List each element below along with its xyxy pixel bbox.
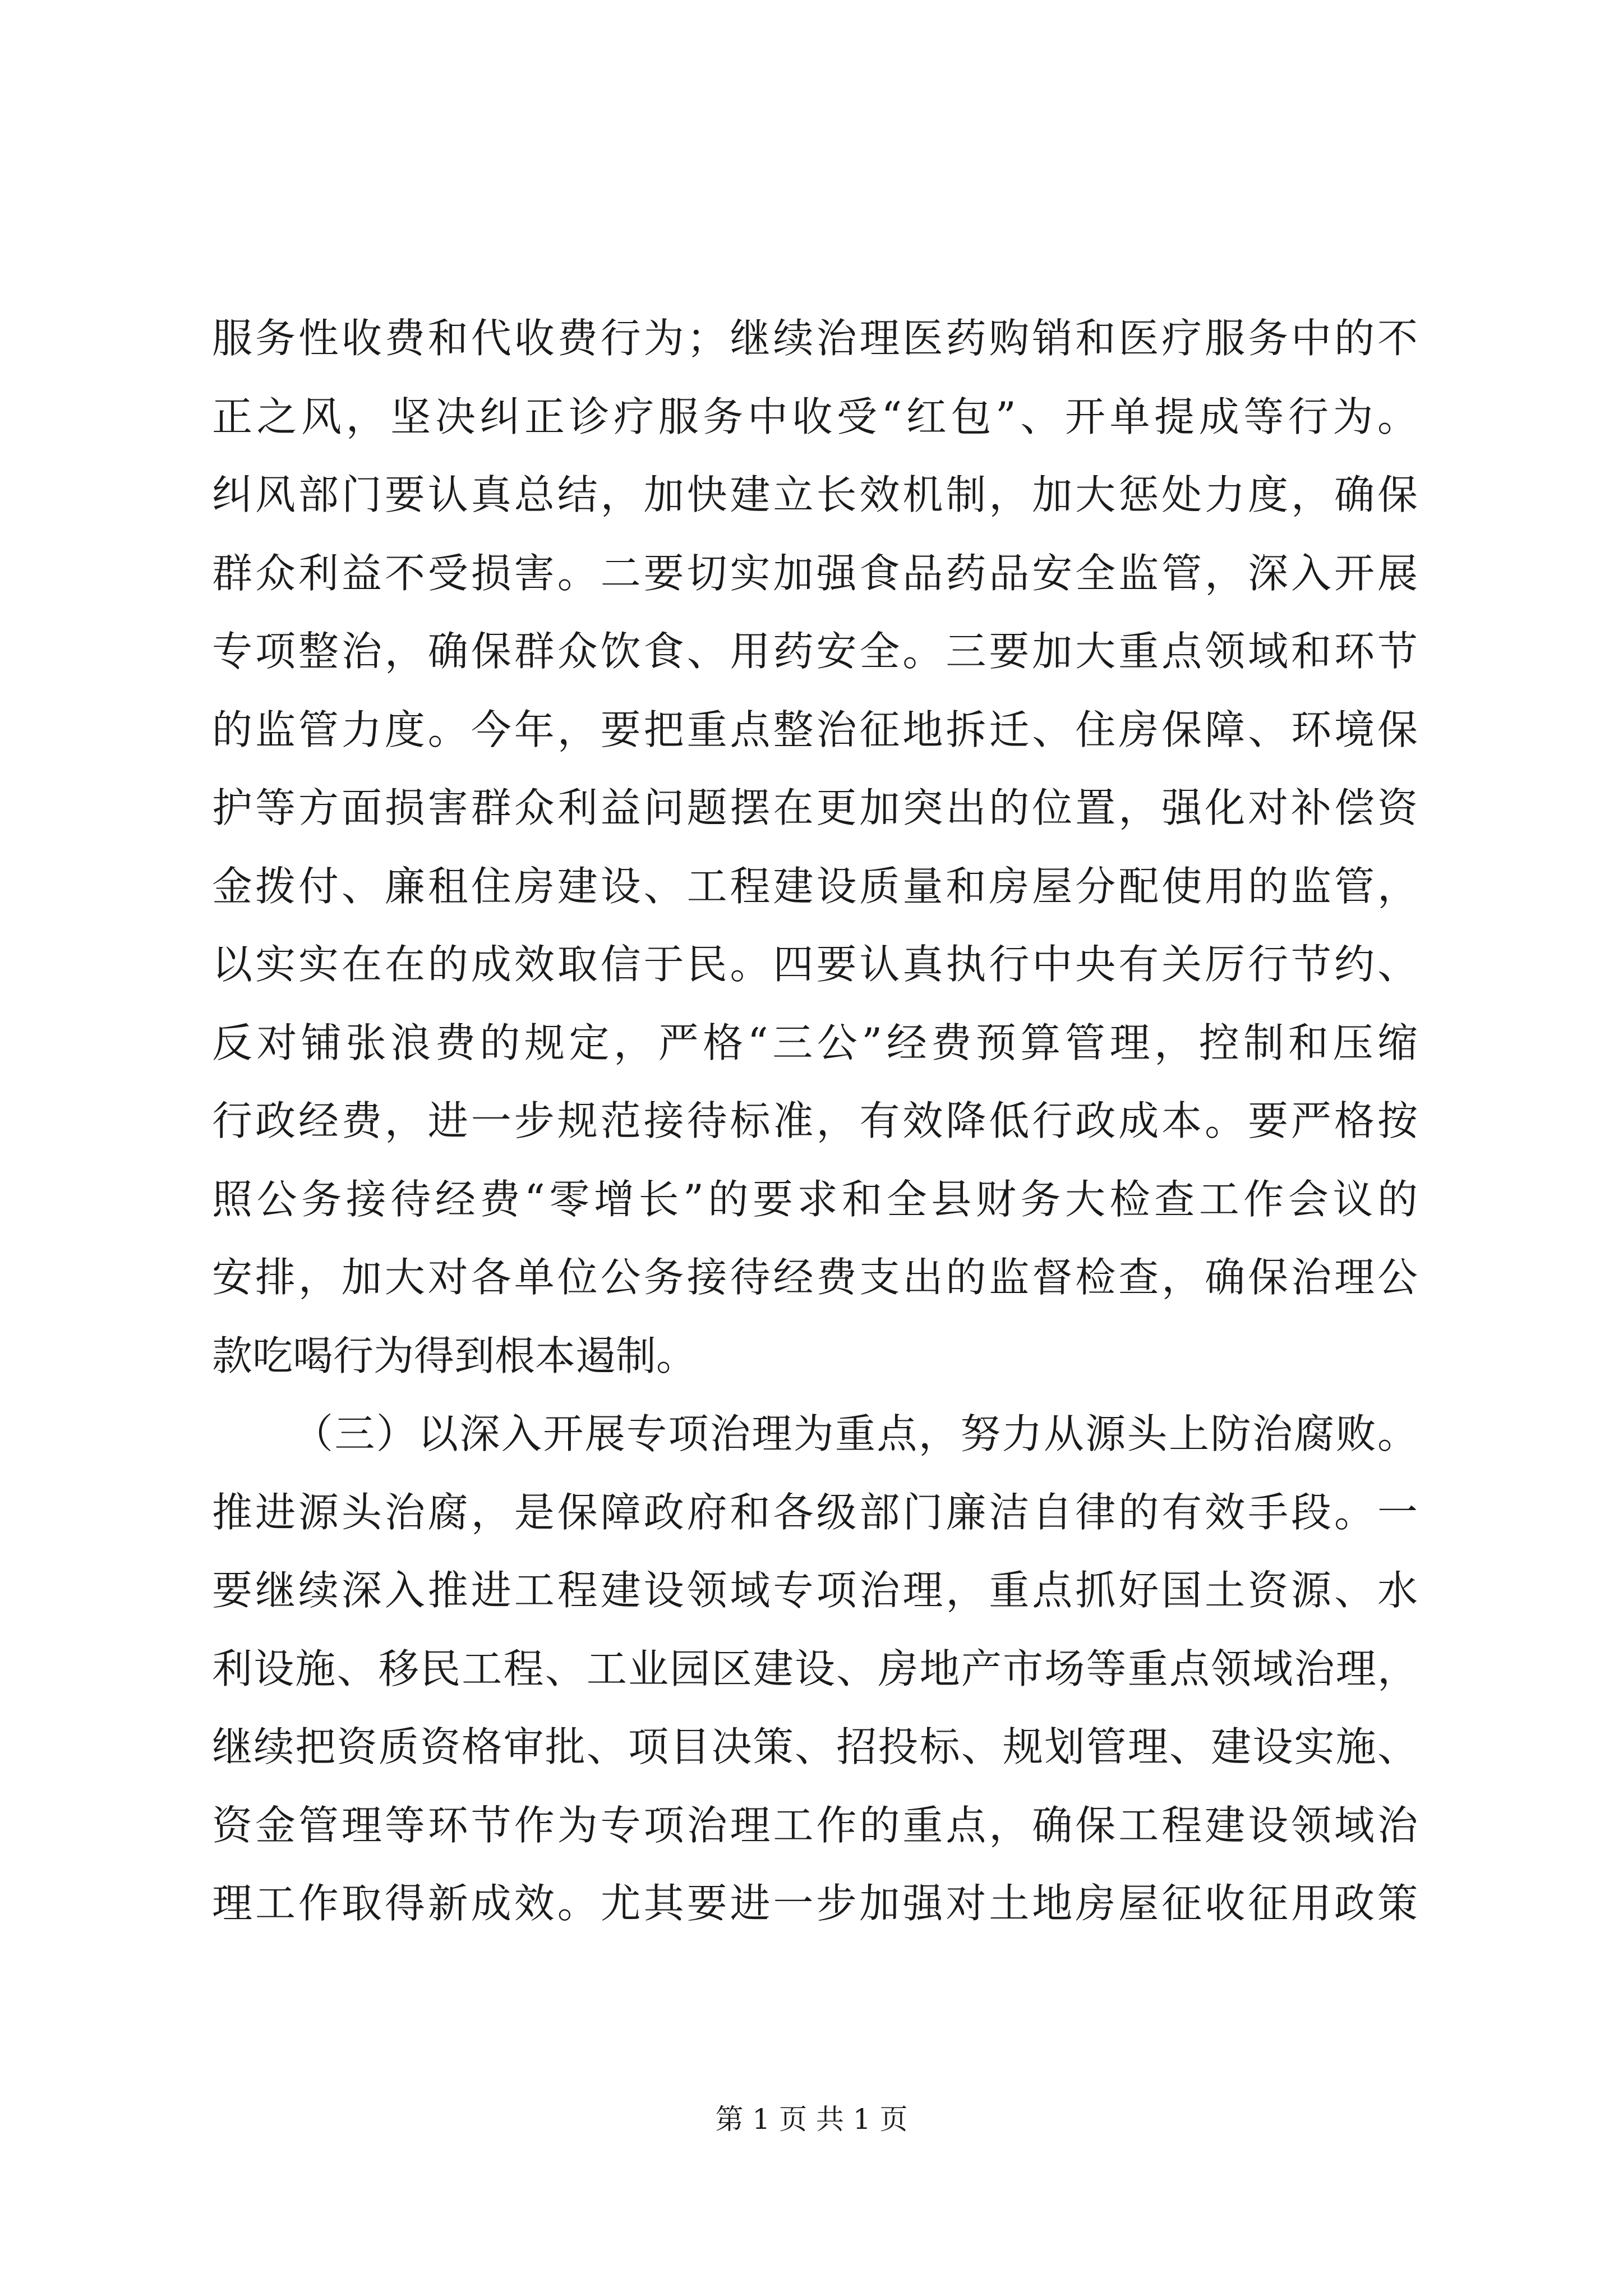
text-line: 纠风部门要认真总结，加快建立长效机制，加大惩处力度，确保 <box>212 471 1418 518</box>
text-line: 群众利益不受损害。二要切实加强食品药品安全监管，深入开展 <box>212 549 1418 597</box>
text-line: 以实实在在的成效取信于民。四要认真执行中央有关厉行节约、 <box>212 941 1418 988</box>
document-body <box>212 300 1418 1943</box>
text-line: 的监管力度。今年，要把重点整治征地拆迁、住房保障、环境保 <box>212 706 1418 753</box>
text-line: 服务性收费和代收费行为；继续治理医药购销和医疗服务中的不 <box>212 315 1418 362</box>
text-line: 正之风，坚决纠正诊疗服务中收受“红包”、开单提成等行为。 <box>212 393 1418 440</box>
text-line: 推进源头治腐，是保障政府和各级部门廉洁自律的有效手段。一 <box>212 1488 1418 1536</box>
text-line: 行政经费，进一步规范接待标准，有效降低行政成本。要严格按 <box>212 1097 1418 1144</box>
text-line: 金拨付、廉租住房建设、工程建设质量和房屋分配使用的监管， <box>212 862 1418 910</box>
text-line: 继续把资质资格审批、项目决策、招投标、规划管理、建设实施、 <box>212 1723 1418 1770</box>
text-line: 反对铺张浪费的规定，严格“三公”经费预算管理，控制和压缩 <box>212 1019 1418 1066</box>
text-line: 照公务接待经费“零增长”的要求和全县财务大检查工作会议的 <box>212 1175 1418 1223</box>
text-line: 款吃喝行为得到根本遏制。 <box>212 1332 697 1379</box>
text-line: 护等方面损害群众利益问题摆在更加突出的位置，强化对补偿资 <box>212 784 1418 831</box>
text-line: 理工作取得新成效。尤其要进一步加强对土地房屋征收征用政策 <box>212 1880 1418 1927</box>
page-footer: 第 1 页 共 1 页 <box>715 2103 908 2136</box>
text-line: 专项整治，确保群众饮食、用药安全。三要加大重点领域和环节 <box>212 628 1418 675</box>
text-line: 安排，加大对各单位公务接待经费支出的监督检查，确保治理公 <box>212 1254 1418 1301</box>
text-line: 利设施、移民工程、工业园区建设、房地产市场等重点领域治理， <box>212 1645 1418 1692</box>
section-heading-line: （三）以深入开展专项治理为重点，努力从源头上防治腐败。 <box>293 1410 1418 1457</box>
text-line: 资金管理等环节作为专项治理工作的重点，确保工程建设领域治 <box>212 1801 1418 1849</box>
text-line: 要继续深入推进工程建设领域专项治理，重点抓好国土资源、水 <box>212 1567 1418 1614</box>
